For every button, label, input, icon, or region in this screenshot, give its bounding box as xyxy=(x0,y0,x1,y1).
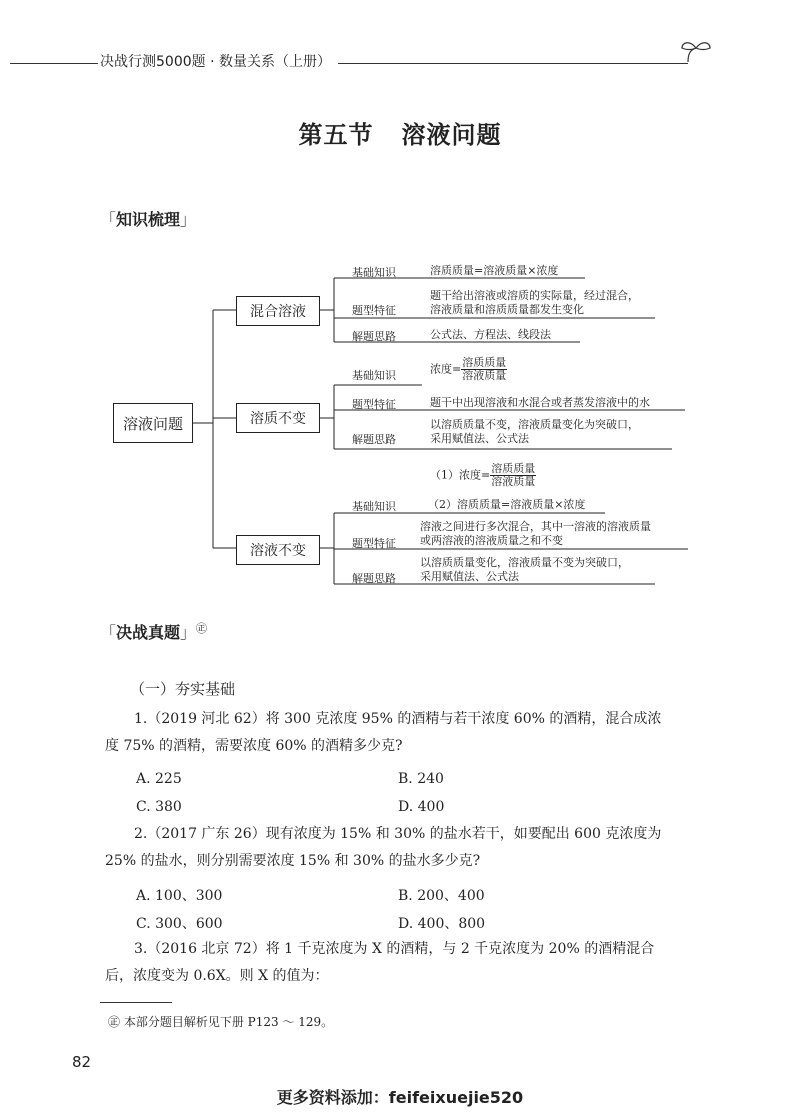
b3-approach-line2: 采用赋值法、公式法 xyxy=(420,570,519,583)
b3-label-approach: 解题思路 xyxy=(352,572,396,585)
q3-line2: 后，浓度变为 0.6X。则 X 的值为： xyxy=(105,968,329,984)
branch-mixed-solution: 混合溶液 xyxy=(236,296,320,326)
b1-label-basic: 基础知识 xyxy=(352,266,396,279)
page-title: 第五节 溶液问题 xyxy=(298,121,502,149)
b2-basic-formula xyxy=(430,357,507,382)
branch-solution-constant: 溶液不变 xyxy=(236,535,320,565)
q2-option-c: C. 300、600 xyxy=(136,916,223,932)
branch-solute-constant: 溶质不变 xyxy=(236,403,320,433)
b2-label-feature: 题型特征 xyxy=(352,398,396,411)
subsection-title: （一）夯实基础 xyxy=(130,680,236,698)
b3-frac-den: 溶液质量 xyxy=(491,475,536,488)
q2-line1: 2.（2017 广东 26）现有浓度为 15% 和 30% 的盐水若干，如要配出 600 克浓度为 xyxy=(134,826,662,842)
mind-map-root: 溶液问题 xyxy=(113,403,193,443)
section-heading-exam xyxy=(100,620,207,643)
q1-option-a: A. 225 xyxy=(136,771,182,787)
b3-basic-formula xyxy=(430,463,536,488)
b3-approach-line1: 以溶质质量变化，溶液质量不变为突破口， xyxy=(420,556,629,569)
running-header-title: 决战行测5000题 · 数量关系（上册） xyxy=(100,54,331,70)
b2-frac-num: 溶质质量 xyxy=(462,356,507,369)
b2-frac-den: 溶液质量 xyxy=(462,369,507,382)
b3-feature-line1: 溶液之间进行多次混合，其中一溶液的溶液质量 xyxy=(420,520,651,533)
b3-label-feature: 题型特征 xyxy=(352,537,396,550)
bracket-close-icon: 」 xyxy=(180,210,197,229)
footnote-mark-icon: ㊣ xyxy=(196,622,208,635)
bracket-close-icon: 」 xyxy=(180,623,197,642)
b1-label-approach: 解题思路 xyxy=(352,330,396,343)
b1-label-feature: 题型特征 xyxy=(352,304,396,317)
page-number: 82 xyxy=(72,1053,92,1071)
b2-label-approach: 解题思路 xyxy=(352,433,396,446)
b1-approach-text: 公式法、方程法、线段法 xyxy=(430,328,551,341)
bracket-open-icon: 「 xyxy=(100,210,117,229)
footnote-text: ㊣ 本部分题目解析见下册 P123 ～ 129。 xyxy=(108,1015,334,1029)
b3-label-basic: 基础知识 xyxy=(352,500,396,513)
b1-basic-text: 溶质质量=溶液质量×浓度 xyxy=(430,264,559,277)
footnote-rule xyxy=(100,1002,172,1003)
q2-option-d: D. 400、800 xyxy=(398,916,486,932)
section-heading-exam-text: 决战真题 xyxy=(116,623,181,642)
b2-label-basic: 基础知识 xyxy=(352,369,396,382)
b3-basic-extra: （2）溶质质量=溶液质量×浓度 xyxy=(428,498,586,511)
b1-feature-line1: 题干给出溶液或溶质的实际量，经过混合， xyxy=(430,289,639,302)
b2-formula-prefix: 浓度= xyxy=(430,362,462,376)
q2-option-b: B. 200、400 xyxy=(398,888,485,904)
q1-option-b: B. 240 xyxy=(398,771,444,787)
q2-option-a: A. 100、300 xyxy=(136,888,223,904)
b3-frac-num: 溶质质量 xyxy=(491,462,536,475)
watermark-text: 更多资料添加：feifeixuejie520 xyxy=(276,1088,524,1107)
q2-line2: 25% 的盐水，则分别需要浓度 15% 和 30% 的盐水多少克? xyxy=(105,853,481,869)
b2-feature-text: 题干中出现溶液和水混合或者蒸发溶液中的水 xyxy=(430,396,650,409)
b2-approach-line2: 采用赋值法、公式法 xyxy=(430,432,529,445)
q1-line2: 度 75% 的酒精，需要浓度 60% 的酒精多少克? xyxy=(105,738,403,754)
b3-fraction xyxy=(490,463,536,488)
b2-approach-line1: 以溶质质量不变，溶液质量变化为突破口， xyxy=(430,418,639,431)
q1-option-d: D. 400 xyxy=(398,799,445,815)
q1-line1: 1.（2019 河北 62）将 300 克浓度 95% 的酒精与若干浓度 60% 的酒精，混合成浓 xyxy=(134,711,662,727)
b3-feature-line2: 或两溶液的溶液质量之和不变 xyxy=(420,534,563,547)
q3-line1: 3.（2016 北京 72）将 1 千克浓度为 X 的酒精，与 2 千克浓度为 20% 的酒精混合 xyxy=(134,941,655,957)
q1-option-c: C. 380 xyxy=(136,799,182,815)
b2-fraction xyxy=(461,357,507,382)
section-heading-knowledge-text: 知识梳理 xyxy=(116,210,181,229)
b1-feature-line2: 溶液质量和溶质质量都发生变化 xyxy=(430,303,584,316)
b3-formula-prefix: （1）浓度= xyxy=(430,468,491,482)
bracket-open-icon: 「 xyxy=(100,623,117,642)
